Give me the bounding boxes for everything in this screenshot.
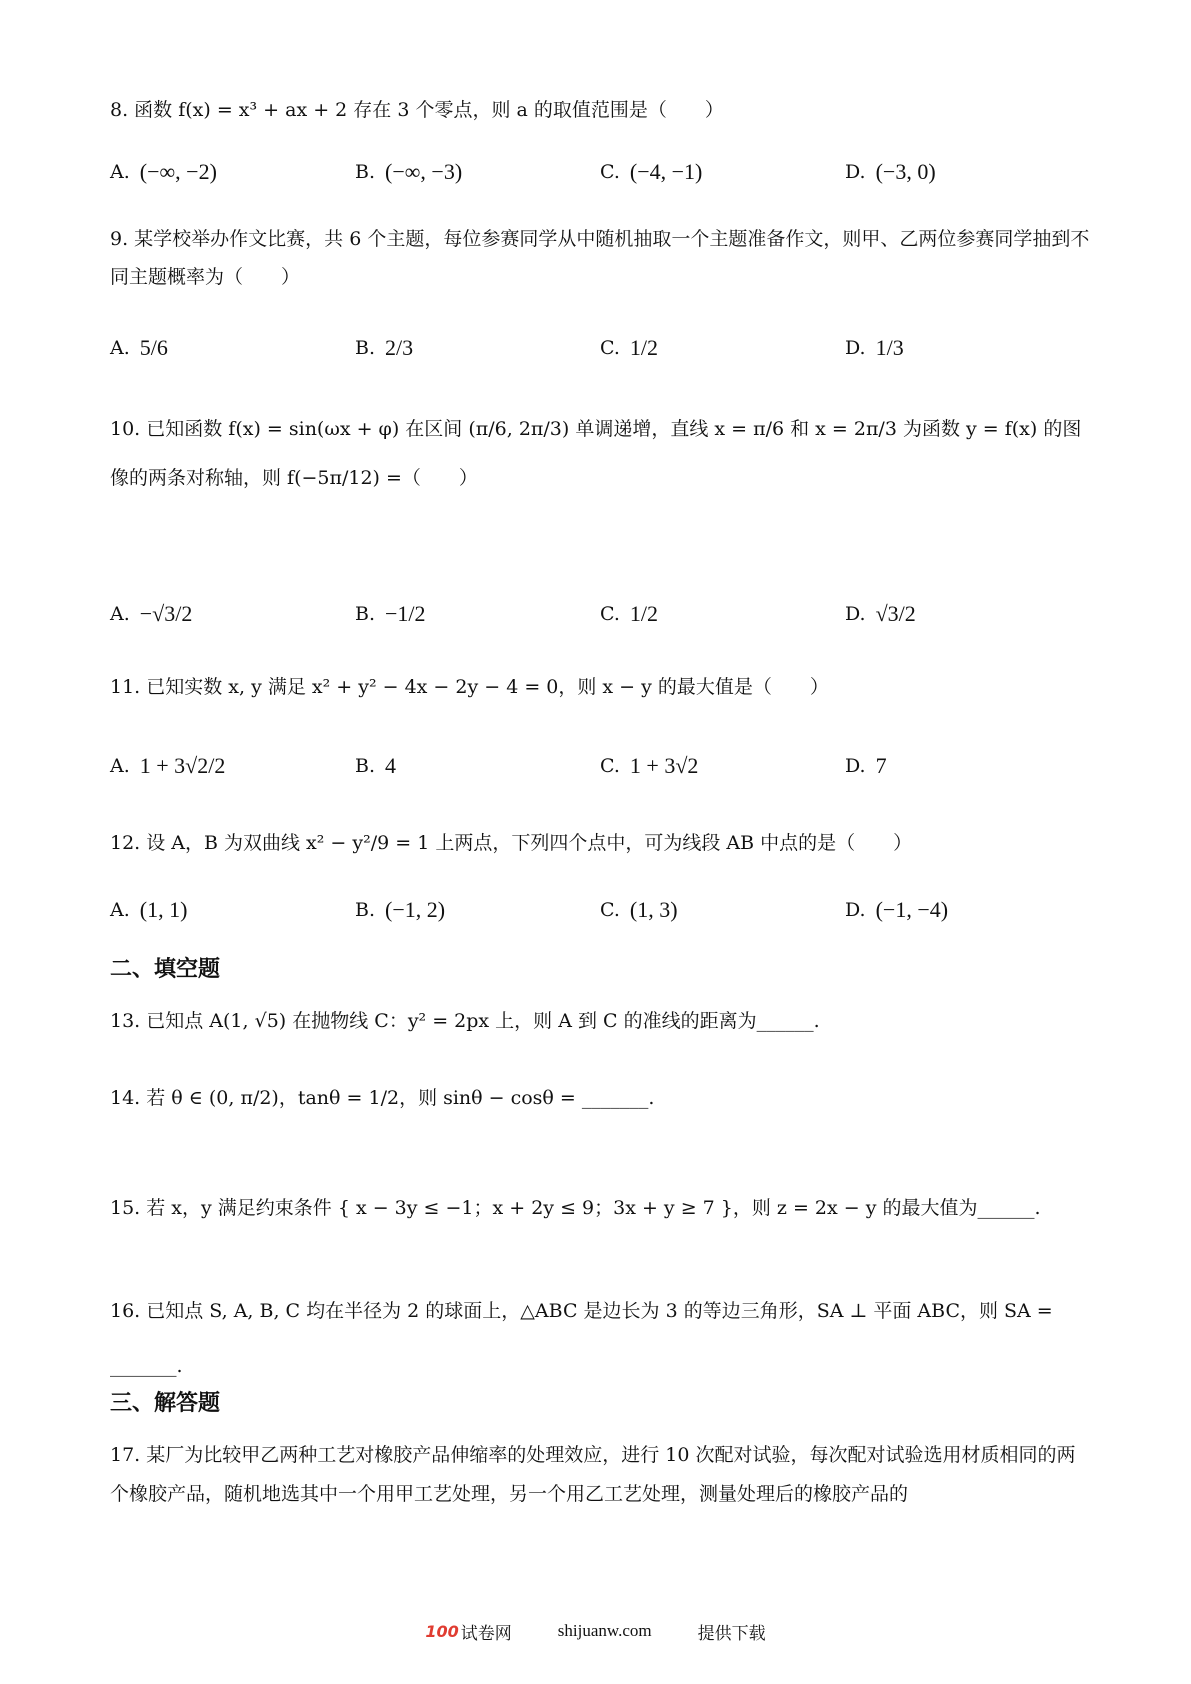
logo-text: 试卷网: [460, 1623, 512, 1644]
option-c: C. (−4, −1): [600, 159, 703, 184]
question-9-options: [110, 318, 1090, 378]
option-c: C. 1 + 3√2: [600, 753, 699, 778]
site-url[interactable]: shijuanw.com: [557, 1621, 652, 1640]
question-13-text: 13. 已知点 A(1, √5) 在抛物线 C：y² = 2px 上，则 A 到 C 的准线的距离为______.: [110, 1010, 820, 1032]
download-note: 提供下载: [697, 1623, 766, 1644]
question-10-text: 10. 已知函数 f(x) = sin(ωx + φ) 在区间 (π/6, 2π/3) 单调递增，直线 x = π/6 和 x = 2π/3 为函数 y = f(x) 的图像的两条对称轴，则 f(−5π/12) =（ ）: [110, 418, 1082, 490]
option-d: D. (−1, −4): [845, 897, 949, 922]
question-14-text: 14. 若 θ ∈ (0, π/2)，tanθ = 1/2，则 sinθ − cosθ = _______.: [110, 1087, 655, 1109]
option-d: D. 1/3: [845, 335, 904, 360]
question-11: [110, 672, 1090, 702]
question-14: [110, 1083, 1090, 1113]
question-11-text: 11. 已知实数 x, y 满足 x² + y² − 4x − 2y − 4 = 0，则 x − y 的最大值是（ ）: [110, 676, 829, 698]
question-13: [110, 1006, 1090, 1036]
question-8-text: 8. 函数 f(x) = x³ + ax + 2 存在 3 个零点，则 a 的取值范围是（ ）: [110, 99, 724, 121]
question-17-text: 17. 某厂为比较甲乙两种工艺对橡胶产品伸缩率的处理效应，进行 10 次配对试验，每次配对试验选用材质相同的两个橡胶产品，随机地选其中一个用甲工艺处理，另一个用乙工艺处理，测量处理后的橡胶产品的: [110, 1444, 1076, 1505]
option-a: A. −√3/2: [110, 601, 193, 626]
question-12-text: 12. 设 A，B 为双曲线 x² − y²/9 = 1 上两点，下列四个点中，可为线段 AB 中点的是（ ）: [110, 832, 913, 854]
option-a: A. 5/6: [110, 335, 168, 360]
option-d: D. (−3, 0): [845, 159, 936, 184]
question-15-text: 15. 若 x，y 满足约束条件 { x − 3y ≤ −1；x + 2y ≤ 9；3x + y ≥ 7 }，则 z = 2x − y 的最大值为______.: [110, 1197, 1041, 1219]
section-heading-answer: 三、解答题: [110, 1391, 221, 1416]
option-d: D. 7: [845, 753, 887, 778]
option-b: B. 4: [355, 753, 397, 778]
option-c: C. 1/2: [600, 335, 659, 360]
question-10: [110, 405, 1090, 504]
option-b: B. 2/3: [355, 335, 414, 360]
option-a: A. (−∞, −2): [110, 159, 217, 184]
question-8-options: [110, 142, 1090, 202]
question-16-text: 16. 已知点 S, A, B, C 均在半径为 2 的球面上，△ABC 是边长为 3 的等边三角形，SA ⊥ 平面 ABC，则 SA = _______.: [110, 1300, 1053, 1378]
option-b: B. (−∞, −3): [355, 159, 463, 184]
question-8: [110, 95, 1090, 125]
question-12: [110, 828, 1090, 858]
option-b: B. −1/2: [355, 601, 426, 626]
option-d: D. √3/2: [845, 601, 916, 626]
option-a: A. (1, 1): [110, 897, 188, 922]
section-heading-fill-in: 二、填空题: [110, 957, 221, 982]
option-c: C. 1/2: [600, 601, 659, 626]
site-logo: [425, 1619, 511, 1644]
question-16: [110, 1284, 1090, 1394]
question-15: [110, 1193, 1090, 1223]
option-a: A. 1 + 3√2/2: [110, 753, 226, 778]
question-12-options: [110, 880, 1090, 940]
page-footer: [0, 1616, 1191, 1646]
question-9-text: 9. 某学校举办作文比赛，共 6 个主题，每位参赛同学从中随机抽取一个主题准备作文，则甲、乙两位参赛同学抽到不同主题概率为（ ）: [110, 228, 1090, 288]
question-17: [110, 1436, 1090, 1514]
question-10-options: [110, 584, 1090, 644]
option-b: B. (−1, 2): [355, 897, 446, 922]
option-c: C. (1, 3): [600, 897, 678, 922]
question-11-options: [110, 736, 1090, 796]
question-9: [110, 220, 1090, 296]
logo-mark: 100: [425, 1621, 459, 1641]
